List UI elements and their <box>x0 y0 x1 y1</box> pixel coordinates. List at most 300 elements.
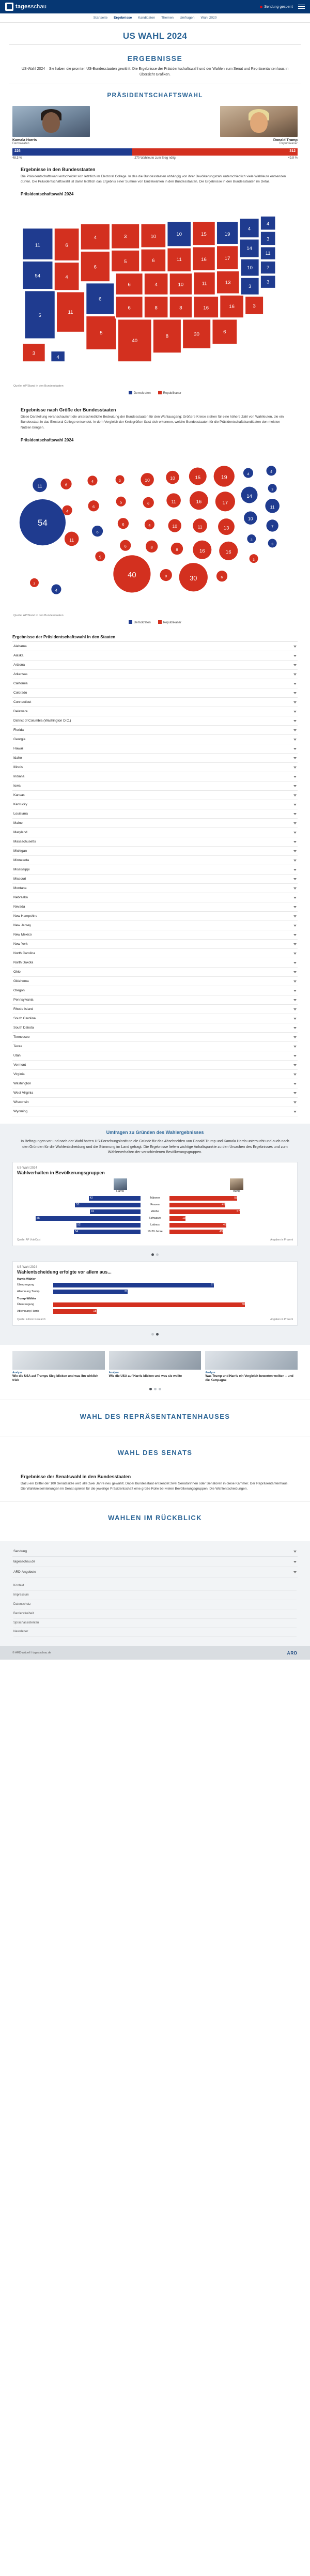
state-row[interactable] <box>12 651 298 661</box>
svg-text:11: 11 <box>270 504 275 510</box>
state-label: Arkansas <box>13 672 28 677</box>
chevron-down-icon <box>293 1092 297 1094</box>
state-label: Missouri <box>13 877 26 881</box>
chevron-down-icon <box>293 739 297 741</box>
logo-mark-icon <box>5 3 13 11</box>
state-label: Alaska <box>13 654 24 658</box>
value-rep: 43 <box>219 1230 223 1234</box>
column-trump: Trump <box>180 1178 293 1193</box>
chevron-down-icon <box>293 1036 297 1038</box>
card-kicker: US-Wahl 2024 <box>17 1265 37 1269</box>
footer-links <box>12 1577 298 1641</box>
chart-header <box>17 1178 293 1193</box>
state-label: West Virginia <box>13 1091 34 1095</box>
tagesschau-logo[interactable] <box>5 3 47 11</box>
carousel-dots-2[interactable] <box>0 1331 310 1336</box>
live-status[interactable] <box>260 5 293 9</box>
card-kicker: US-Wahl 2024 <box>17 1166 37 1170</box>
svg-text:8: 8 <box>165 333 169 340</box>
senate-block-title: Ergebnisse der Senatswahl in den Bundesstaaten <box>21 1474 131 1480</box>
state-row[interactable] <box>12 847 298 856</box>
svg-text:7: 7 <box>271 524 274 529</box>
svg-text:11: 11 <box>265 251 271 257</box>
value-dem: 41 <box>91 1210 95 1214</box>
svg-text:6: 6 <box>124 544 127 549</box>
teaser-tag: Analyse <box>12 1371 23 1374</box>
chevron-down-icon <box>293 1064 297 1066</box>
state-row[interactable] <box>12 1033 298 1042</box>
state-row[interactable] <box>12 679 298 688</box>
motivation-group-label: Harris-Wähler <box>17 1277 36 1281</box>
svg-text:11: 11 <box>69 537 74 543</box>
svg-text:8: 8 <box>179 305 182 311</box>
senate-block-text: Dazu ein Drittel der 100 Senatssitze wird alle zwei Jahre neu gewählt. Dabei Bundesstaat entsendet zwei Senatorinnen oder Senatoren in diese Kammer. Der Repräsentantenhaus. Die Wahlkreiseinteilungen im Senat spielen für die jeweilige Präsidentschaft eine große Rolle bei vielen Bevölkerungsgruppen. Die Wahlentscheidungen. <box>21 1482 289 1491</box>
state-row[interactable] <box>12 828 298 837</box>
footer-link[interactable]: Sprachassistenten <box>13 1619 297 1628</box>
state-label: Wisconsin <box>13 1100 29 1105</box>
motivation-label: Ablehnung Trump <box>17 1290 40 1294</box>
state-label: Louisiana <box>13 812 28 816</box>
map1-legend <box>0 389 310 400</box>
size-results-text: Diese Darstellung veranschaulicht die unterschiedliche Bedeutung der Bundesstaaten für den Wahlausgang: Größere Kreise stehen für eine höhere Zahl von Wahlleuten, die ein Bundesstaat in das Electoral College entsendet. In dem Vergleich der Kreisgrößen lässt sich erkennen, welche Bundesstaaten für die Präsidentschaftskandidaten den meisten Nutzen bringen. <box>21 415 284 430</box>
usa-bubble-map[interactable] <box>0 443 310 613</box>
teaser-card[interactable] <box>205 1351 298 1383</box>
state-row[interactable] <box>12 754 298 763</box>
state-label: Tennessee <box>13 1035 30 1039</box>
state-row[interactable] <box>12 995 298 1005</box>
svg-text:3: 3 <box>253 558 255 562</box>
teaser-card[interactable] <box>12 1351 105 1383</box>
nav-item-wahl2020[interactable]: Wahl 2020 <box>200 16 217 20</box>
svg-text:10: 10 <box>170 475 175 481</box>
state-label: Indiana <box>13 775 25 779</box>
electoral-count-rep: 312 <box>289 149 296 153</box>
state-row[interactable] <box>12 893 298 902</box>
chart-row <box>17 1195 293 1202</box>
footer-bar <box>0 1646 310 1660</box>
legend-rep: Republikaner <box>158 391 181 395</box>
value-rep: 45 <box>222 1203 225 1207</box>
state-row[interactable] <box>12 865 298 875</box>
live-label: Sendung gesperrt <box>264 5 293 9</box>
footer-link[interactable]: Datenschutz <box>13 1600 297 1609</box>
svg-text:7: 7 <box>267 265 270 271</box>
ard-logo: ARD <box>287 1650 298 1655</box>
svg-text:30: 30 <box>194 331 199 338</box>
state-row[interactable] <box>12 707 298 716</box>
poll-card-groups <box>12 1162 298 1246</box>
chevron-down-icon <box>293 906 297 908</box>
svg-text:4: 4 <box>247 226 251 232</box>
svg-text:5: 5 <box>99 555 101 560</box>
footer-link[interactable]: Kontakt <box>13 1582 297 1591</box>
chevron-down-icon <box>293 776 297 778</box>
chevron-down-icon <box>293 999 297 1001</box>
svg-text:3: 3 <box>253 303 256 310</box>
state-row[interactable] <box>12 819 298 828</box>
state-row[interactable] <box>12 837 298 847</box>
chevron-down-icon <box>293 971 297 973</box>
state-label: District of Columbia (Washington D.C.) <box>13 719 71 723</box>
value-dem: 54 <box>74 1230 79 1234</box>
map2-caption: Quelle: AP/Stand in den Bundesstaaten <box>13 614 64 618</box>
chevron-down-icon <box>293 943 297 945</box>
nav-item-kandidaten[interactable]: Kandidaten <box>138 16 156 20</box>
svg-text:6: 6 <box>99 296 102 302</box>
svg-text:10: 10 <box>150 234 157 240</box>
state-row[interactable] <box>12 661 298 670</box>
svg-text:4: 4 <box>56 354 59 360</box>
teaser-thumb-2 <box>109 1351 202 1370</box>
value-dem: 52 <box>77 1223 81 1227</box>
state-row[interactable] <box>12 716 298 726</box>
percent-rep: 49,9 % <box>288 157 298 160</box>
chevron-down-icon <box>293 1055 297 1057</box>
svg-text:11: 11 <box>68 309 73 315</box>
chevron-down-icon <box>293 832 297 834</box>
chart-row <box>17 1229 293 1235</box>
value-rep: 57 <box>237 1210 240 1214</box>
chevron-down-icon <box>293 1074 297 1076</box>
svg-text:13: 13 <box>223 525 229 531</box>
teaser-dots[interactable] <box>0 1385 310 1394</box>
nav-item-themen[interactable]: Themen <box>161 16 174 20</box>
footer-row-ard[interactable] <box>12 1567 298 1577</box>
map1-caption: Quelle: AP/Stand in den Bundesstaaten <box>13 385 64 388</box>
state-label: New Hampshire <box>13 914 38 918</box>
state-row[interactable] <box>12 875 298 884</box>
teaser-row <box>0 1345 310 1385</box>
state-label: Alabama <box>13 645 27 649</box>
state-label: Montana <box>13 886 27 891</box>
svg-text:3: 3 <box>33 582 36 586</box>
unit-label: Angaben in Prozent <box>270 1317 293 1321</box>
state-row[interactable] <box>12 744 298 754</box>
electoral-bar <box>12 148 298 156</box>
state-label: Utah <box>13 1054 21 1058</box>
state-label: Florida <box>13 728 24 732</box>
svg-text:16: 16 <box>225 549 231 555</box>
state-row[interactable] <box>12 1042 298 1051</box>
value-dem: 42 <box>89 1197 93 1200</box>
chevron-down-icon <box>293 757 297 759</box>
svg-text:16: 16 <box>201 257 207 263</box>
svg-text:8: 8 <box>150 545 153 550</box>
state-row[interactable] <box>12 1005 298 1014</box>
candidate-harris <box>12 106 90 145</box>
state-row[interactable] <box>12 940 298 949</box>
state-row[interactable] <box>12 986 298 995</box>
chevron-down-icon <box>293 822 297 824</box>
chevron-down-icon <box>293 701 297 703</box>
states-accordion <box>12 641 298 1116</box>
state-row[interactable] <box>12 791 298 800</box>
motivation-value: 18 <box>93 1310 97 1313</box>
state-row[interactable] <box>12 912 298 921</box>
state-row[interactable] <box>12 958 298 968</box>
state-row[interactable] <box>12 642 298 651</box>
state-row[interactable] <box>12 902 298 912</box>
state-row[interactable] <box>12 1088 298 1098</box>
main-nav <box>0 13 310 23</box>
state-label: Oklahoma <box>13 979 29 984</box>
svg-text:14: 14 <box>246 246 252 252</box>
chevron-down-icon <box>293 729 297 731</box>
senate-heading: WAHL DES SENATS <box>0 1436 310 1467</box>
carousel-dots-1[interactable] <box>0 1251 310 1256</box>
state-label: Wyoming <box>13 1110 28 1114</box>
state-label: Maryland <box>13 831 27 835</box>
svg-text:16: 16 <box>203 305 209 311</box>
state-label: New Mexico <box>13 933 32 937</box>
chevron-down-icon <box>293 887 297 890</box>
state-label: Idaho <box>13 756 22 760</box>
state-row[interactable] <box>12 800 298 809</box>
svg-text:16: 16 <box>196 499 202 505</box>
state-label: Colorado <box>13 691 27 695</box>
group-label: Schwarze <box>148 1217 162 1220</box>
state-row[interactable] <box>12 781 298 791</box>
chevron-down-icon <box>293 1027 297 1029</box>
state-row[interactable] <box>12 763 298 772</box>
state-label: Washington <box>13 1082 32 1086</box>
svg-text:4: 4 <box>65 274 68 280</box>
chevron-down-icon <box>293 1018 297 1020</box>
footer <box>0 1541 310 1660</box>
svg-text:11: 11 <box>37 483 42 489</box>
group-label: Latinos <box>150 1223 160 1227</box>
state-label: Vermont <box>13 1063 26 1067</box>
chevron-down-icon <box>293 804 297 806</box>
chart-row <box>17 1289 293 1295</box>
footer-link[interactable]: Impressum <box>13 1591 297 1600</box>
chevron-down-icon <box>293 692 297 694</box>
chevron-down-icon <box>293 1561 297 1563</box>
card-title: Wahlverhalten in Bevölkerungsgruppen <box>17 1170 105 1175</box>
state-row[interactable] <box>12 968 298 977</box>
state-row[interactable] <box>12 1061 298 1070</box>
chevron-down-icon <box>293 1551 297 1553</box>
svg-text:8: 8 <box>154 305 158 311</box>
motivation-label: Ablehnung Harris <box>17 1310 39 1313</box>
svg-text:19: 19 <box>224 232 230 238</box>
state-row[interactable] <box>12 884 298 893</box>
nav-item-ergebnisse[interactable]: Ergebnisse <box>114 16 132 20</box>
state-row[interactable] <box>12 1107 298 1116</box>
chevron-down-icon <box>293 1008 297 1010</box>
chevron-down-icon <box>293 813 297 815</box>
state-row[interactable] <box>12 949 298 958</box>
chevron-down-icon <box>293 794 297 796</box>
svg-text:8: 8 <box>165 573 167 578</box>
svg-text:4: 4 <box>55 587 57 592</box>
teaser-text: Wie die USA auf Harris blicken und was sie wollte <box>109 1374 182 1378</box>
svg-text:3: 3 <box>267 236 270 242</box>
state-row[interactable] <box>12 921 298 930</box>
svg-text:6: 6 <box>96 529 99 534</box>
state-label: Virginia <box>13 1072 25 1077</box>
brand-light: schau <box>30 4 47 10</box>
svg-text:6: 6 <box>223 329 226 335</box>
chart-row <box>17 1215 293 1222</box>
hamburger-icon[interactable] <box>298 5 305 9</box>
state-label: Delaware <box>13 710 28 714</box>
state-label: Texas <box>13 1045 22 1049</box>
motivation-label: Überzeugung <box>17 1283 35 1287</box>
state-row[interactable] <box>12 735 298 744</box>
svg-text:11: 11 <box>202 281 207 287</box>
state-label: Rhode Island <box>13 1007 34 1011</box>
chevron-down-icon <box>293 748 297 750</box>
chevron-down-icon <box>293 850 297 852</box>
nav-item-umfragen[interactable]: Umfragen <box>179 16 195 20</box>
svg-text:6: 6 <box>65 242 68 249</box>
map-svg <box>12 200 298 380</box>
chart-row <box>17 1208 293 1215</box>
electoral-count-dem: 226 <box>14 149 21 153</box>
legend-dem: Demokraten <box>129 391 151 395</box>
motivation-value: 67 <box>210 1283 214 1287</box>
svg-text:4: 4 <box>267 221 270 227</box>
state-label: Kansas <box>13 793 25 798</box>
svg-text:10: 10 <box>247 265 253 271</box>
chevron-down-icon <box>293 878 297 880</box>
svg-text:6: 6 <box>65 482 68 487</box>
house-heading: WAHL DES REPRÄSENTANTENHAUSES <box>0 1400 310 1431</box>
state-row[interactable] <box>12 1014 298 1023</box>
card-footer <box>17 1318 293 1321</box>
chevron-down-icon <box>293 860 297 862</box>
state-row[interactable] <box>12 1070 298 1079</box>
svg-text:19: 19 <box>221 474 227 481</box>
legend-rep: Republikaner <box>158 620 181 624</box>
usa-choropleth-map[interactable] <box>0 197 310 384</box>
candidate-party: Republikaner <box>279 142 298 145</box>
chevron-down-icon <box>293 711 297 713</box>
motivation-label: Überzeugung <box>17 1303 35 1307</box>
motivation-value: 31 <box>124 1290 128 1294</box>
electoral-bar-rep <box>132 148 298 156</box>
candidate-party: Demokraten <box>12 142 29 145</box>
svg-text:11: 11 <box>197 524 203 529</box>
brand-main: tages <box>16 4 31 10</box>
footer-row-tagesschau[interactable] <box>12 1557 298 1567</box>
svg-text:3: 3 <box>124 234 127 240</box>
poll-card-motivation <box>12 1261 298 1326</box>
svg-text:40: 40 <box>132 338 138 344</box>
state-row[interactable] <box>12 1051 298 1061</box>
state-label: North Carolina <box>13 952 35 956</box>
svg-text:30: 30 <box>190 574 197 582</box>
svg-text:54: 54 <box>35 273 41 279</box>
state-label: Connecticut <box>13 700 32 704</box>
polls-intro: In Befragungen vor und nach der Wahl hatten US-Forschungsinstitute die Gründe für das Abschneiden von Donald Trump und Kamala Harris untersucht und auch nach den Gründen für die Wahlentscheidung und die Stimmung im Land gefragt. Die Ergebnisse liefern wichtige Anhaltspunkte zu den Ursachen des Ergebnisses und zum Wählerverhalten der verschiedenen Bevölkerungsgruppen. <box>21 1140 289 1155</box>
chevron-down-icon <box>293 1101 297 1103</box>
state-row[interactable] <box>12 977 298 986</box>
electoral-bar-dem <box>12 148 132 156</box>
presidential-heading: PRÄSIDENTSCHAFTSWAHL <box>107 91 203 99</box>
state-row[interactable] <box>12 1079 298 1088</box>
svg-text:15: 15 <box>195 474 201 481</box>
svg-text:6: 6 <box>128 305 131 311</box>
state-row[interactable] <box>12 856 298 865</box>
svg-text:11: 11 <box>171 499 176 504</box>
state-row[interactable] <box>12 670 298 679</box>
state-row[interactable] <box>12 930 298 940</box>
state-row[interactable] <box>12 1098 298 1107</box>
footer-row-sendung[interactable] <box>12 1546 298 1557</box>
state-row[interactable] <box>12 1023 298 1033</box>
svg-text:10: 10 <box>145 477 150 483</box>
state-row[interactable] <box>12 772 298 781</box>
teaser-tag: Analyse <box>205 1371 215 1374</box>
svg-text:6: 6 <box>152 258 155 264</box>
state-label: Nebraska <box>13 896 28 900</box>
svg-text:15: 15 <box>201 232 207 238</box>
state-row[interactable] <box>12 688 298 698</box>
svg-text:3: 3 <box>267 279 270 285</box>
svg-text:5: 5 <box>100 330 103 336</box>
state-row[interactable] <box>12 809 298 819</box>
svg-text:10: 10 <box>247 515 253 521</box>
svg-text:13: 13 <box>225 280 231 286</box>
svg-text:6: 6 <box>128 282 131 288</box>
state-row[interactable] <box>12 698 298 707</box>
live-dot-icon <box>260 6 262 8</box>
chevron-down-icon <box>293 980 297 983</box>
state-row[interactable] <box>12 726 298 735</box>
polls-section <box>0 1124 310 1345</box>
svg-text:11: 11 <box>35 242 40 249</box>
chevron-down-icon <box>293 841 297 843</box>
state-label: Hawaii <box>13 747 24 751</box>
svg-text:4: 4 <box>148 523 151 528</box>
nav-item-startseite[interactable]: Startseite <box>93 16 108 20</box>
value-rep: 46 <box>223 1223 226 1227</box>
footer-row-label: tagesschau.de <box>13 1560 36 1564</box>
size-results-title: Ergebnisse nach Größe der Bundesstaaten <box>21 407 116 413</box>
svg-text:4: 4 <box>91 479 94 484</box>
svg-text:3: 3 <box>271 542 273 546</box>
state-label: South Dakota <box>13 1026 34 1030</box>
state-label: North Dakota <box>13 961 34 965</box>
chart-row <box>17 1222 293 1229</box>
state-label: New Jersey <box>13 924 31 928</box>
svg-text:40: 40 <box>128 571 136 579</box>
footer-link[interactable]: Barrierefreiheit <box>13 1609 297 1619</box>
teaser-thumb-1 <box>12 1351 105 1370</box>
bubble-map-svg <box>12 446 298 610</box>
svg-text:4: 4 <box>247 471 250 476</box>
footer-link[interactable]: Newsletter <box>13 1628 297 1637</box>
candidate-name: Donald Trump <box>273 139 298 142</box>
state-label: New York <box>13 942 28 946</box>
harris-photo <box>12 106 90 137</box>
teaser-thumb-3 <box>205 1351 298 1370</box>
motivation-group-label: Trump-Wähler <box>17 1297 36 1300</box>
teaser-card[interactable] <box>109 1351 202 1383</box>
chart-row <box>17 1301 293 1308</box>
trump-thumb <box>230 1178 243 1190</box>
footer-row-label: ARD-Angebote <box>13 1570 36 1574</box>
polls-heading: Umfragen zu Gründen des Wahlergebnisses <box>106 1130 204 1136</box>
chevron-down-icon <box>293 869 297 871</box>
column-harris: Harris <box>64 1178 177 1193</box>
svg-text:3: 3 <box>119 479 121 483</box>
retrospective-heading: WAHLEN IM RÜCKBLICK <box>0 1501 310 1532</box>
value-rep: 55 <box>234 1197 238 1200</box>
svg-text:54: 54 <box>37 517 48 528</box>
